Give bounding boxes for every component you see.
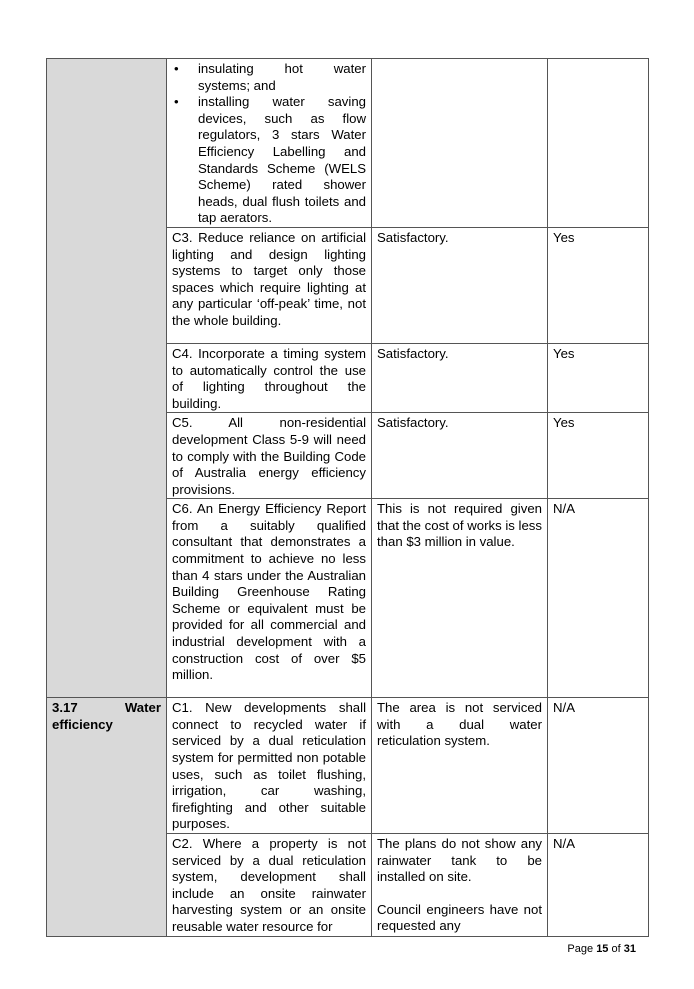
control-cell: C4. Incorporate a timing system to automatically control the use of lighting throughout the building. [167,343,372,412]
list-item: • insulating hot water systems; and [174,61,366,93]
section-cell [47,698,167,936]
bullet-icon: • [174,61,179,76]
page-of: of [611,943,621,955]
control-cell: C3. Reduce reliance on artificial lighting and design lighting systems to target only those spaces which require lighting at any particular ‘off-peak’ time, not the whole building. [167,227,372,343]
comment-cell: Satisfactory. [372,343,548,412]
comment-paragraph: The plans do not show any rainwater tank to be installed on site. [377,836,542,885]
page-total: 31 [623,943,636,955]
page-number: 15 [596,943,609,955]
section-number: 3.17 [52,700,78,716]
comment-cell [372,59,548,228]
control-cell: C2. Where a property is not serviced by a dual reticulation system, development shall include an onsite rainwater harvesting system or an onsite reusable water resource for [167,834,372,937]
section-title-word: Water [124,700,161,716]
section-cell [47,59,167,698]
complies-cell: Yes [548,343,649,412]
comment-cell: The area is not serviced with a dual water reticulation system. [372,698,548,834]
compliance-table [46,58,649,937]
section-title-line2: efficiency [52,716,113,732]
bullet-icon: • [174,94,179,110]
complies-cell: Yes [548,413,649,499]
complies-cell: N/A [548,698,649,834]
comment-paragraph: Council engineers have not requested any [377,901,542,934]
control-cell: C1. New developments shall connect to recycled water if serviced by a dual reticulation system for permitted non potable uses, such as toilet flushing, irrigation, car washing, firefighting and other suitable purposes. [167,698,372,834]
table-row [47,698,649,834]
control-cell [167,59,372,228]
table-row [47,59,649,228]
comment-cell: Satisfactory. [372,413,548,499]
page-footer [567,943,636,955]
complies-cell [548,59,649,228]
comment-cell: Satisfactory. [372,227,548,343]
list-item: • installing water saving devices, such as flow regulators, 3 stars Water Efficiency Labelling and Standards Scheme (WELS Scheme) rated shower heads, dual flush toilets and tap aerators. [174,94,366,226]
comment-cell: This is not required given that the cost of works is less than $3 million in value. [372,499,548,698]
comment-cell [372,834,548,937]
page-label: Page [567,943,594,955]
control-cell: C6. An Energy Efficiency Report from a suitably qualified consultant that demonstrates a commitment to achieve no less than 4 stars under the Australian Building Greenhouse Rating Scheme or equivalent must be provided for all commercial and industrial development with a construction cost of over $5 million. [167,499,372,698]
complies-cell: Yes [548,227,649,343]
control-cell: C5. All non-residential development Class 5-9 will need to comply with the Building Code of Australia energy efficiency provisions. [167,413,372,499]
complies-cell: N/A [548,834,649,937]
complies-cell: N/A [548,499,649,698]
